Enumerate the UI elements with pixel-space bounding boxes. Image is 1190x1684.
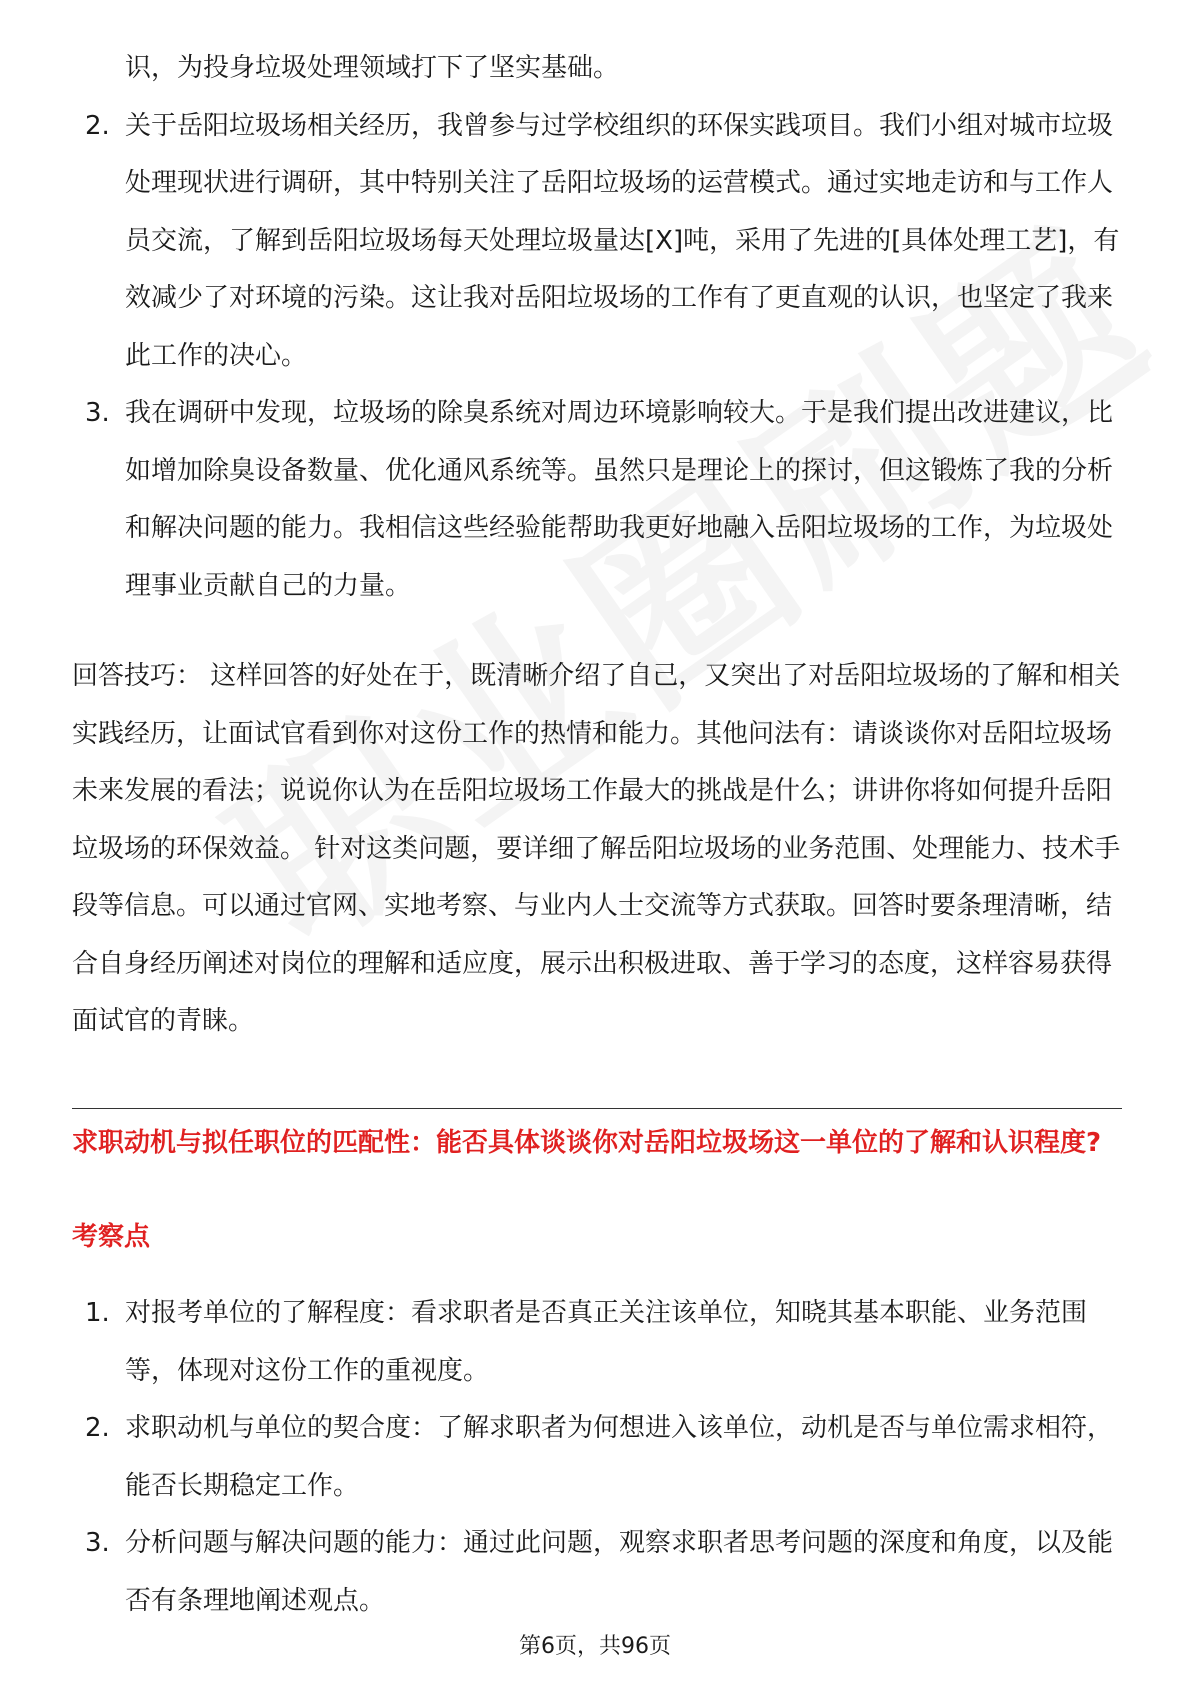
list-item-number: 2. xyxy=(85,1413,110,1443)
list-item-number: 1. xyxy=(85,1298,110,1328)
list-item xyxy=(72,98,1122,386)
list-item-text: 分析问题与解决问题的能力：通过此问题，观察求职者思考问题的深度和角度，以及能否有条理地阐述观点。 xyxy=(125,1528,1114,1616)
list-item-text: 关于岳阳垃圾场相关经历，我曾参与过学校组织的环保实践项目。我们小组对城市垃圾处理现状进行调研，其中特别关注了岳阳垃圾场的运营模式。通过实地走访和与工作人员交流，了解到岳阳垃圾场每天处理垃圾量达[X]吨，采用了先进的[具体处理工艺]，有效减少了对环境的污染。这让我对岳阳垃圾场的工作有了更直观的认识，也坚定了我来此工作的决心。 xyxy=(125,110,1120,371)
list-item xyxy=(72,1400,1122,1515)
top-list-items xyxy=(72,98,1122,616)
top-answer-list xyxy=(72,40,1122,615)
list-item-text: 求职动机与单位的契合度：了解求职者为何想进入该单位，动机是否与单位需求相符，能否长期稳定工作。 xyxy=(125,1413,1114,1501)
section-title: 考察点 xyxy=(72,1222,151,1252)
list-item-number: 3. xyxy=(85,1528,110,1558)
list-item xyxy=(72,385,1122,615)
page-number-footer: 第6页，共96页 xyxy=(519,1634,671,1659)
list-item-text: 对报考单位的了解程度：看求职者是否真正关注该单位，知晓其基本职能、业务范围等，体现对这份工作的重视度。 xyxy=(125,1298,1088,1386)
assessment-points-list xyxy=(72,1285,1122,1630)
list-item-number: 3. xyxy=(85,398,110,428)
list-item xyxy=(72,1515,1122,1630)
list-item-text: 我在调研中发现，垃圾场的除臭系统对周边环境影响较大。于是我们提出改进建议，比如增加除臭设备数量、优化通风系统等。虽然只是理论上的探讨，但这锻炼了我的分析和解决问题的能力。我相信这些经验能帮助我更好地融入岳阳垃圾场的工作，为垃圾处理事业贡献自己的力量。 xyxy=(125,398,1114,601)
list-continuation: 识，为投身垃圾处理领域打下了坚实基础。 xyxy=(125,53,620,83)
list-item xyxy=(72,1285,1122,1400)
answer-tips-paragraph: 回答技巧： 这样回答的好处在于，既清晰介绍了自己，又突出了对岳阳垃圾场的了解和相关实践经历，让面试官看到你对这份工作的热情和能力。其他问法有：请谈谈你对岳阳垃圾场未来发展的看法；说说你认为在岳阳垃圾场工作最大的挑战是什么；讲讲你将如何提升岳阳垃圾场的环保效益。 针对这类问题，要详细了解岳阳垃圾场的业务范围、处理能力、技术手段等信息。可以通过官网、实地考察、与业内人士交流等方式获取。回答时要条理清晰，结合自身经历阐述对岗位的理解和适应度，展示出积极进取、善于学习的态度，这样容易获得面试官的青睐。 xyxy=(72,661,1121,1036)
section-divider xyxy=(72,1108,1122,1109)
question-heading: 求职动机与拟任职位的匹配性：能否具体谈谈你对岳阳垃圾场这一单位的了解和认识程度? xyxy=(72,1128,1102,1158)
list-item-number: 2. xyxy=(85,110,110,141)
